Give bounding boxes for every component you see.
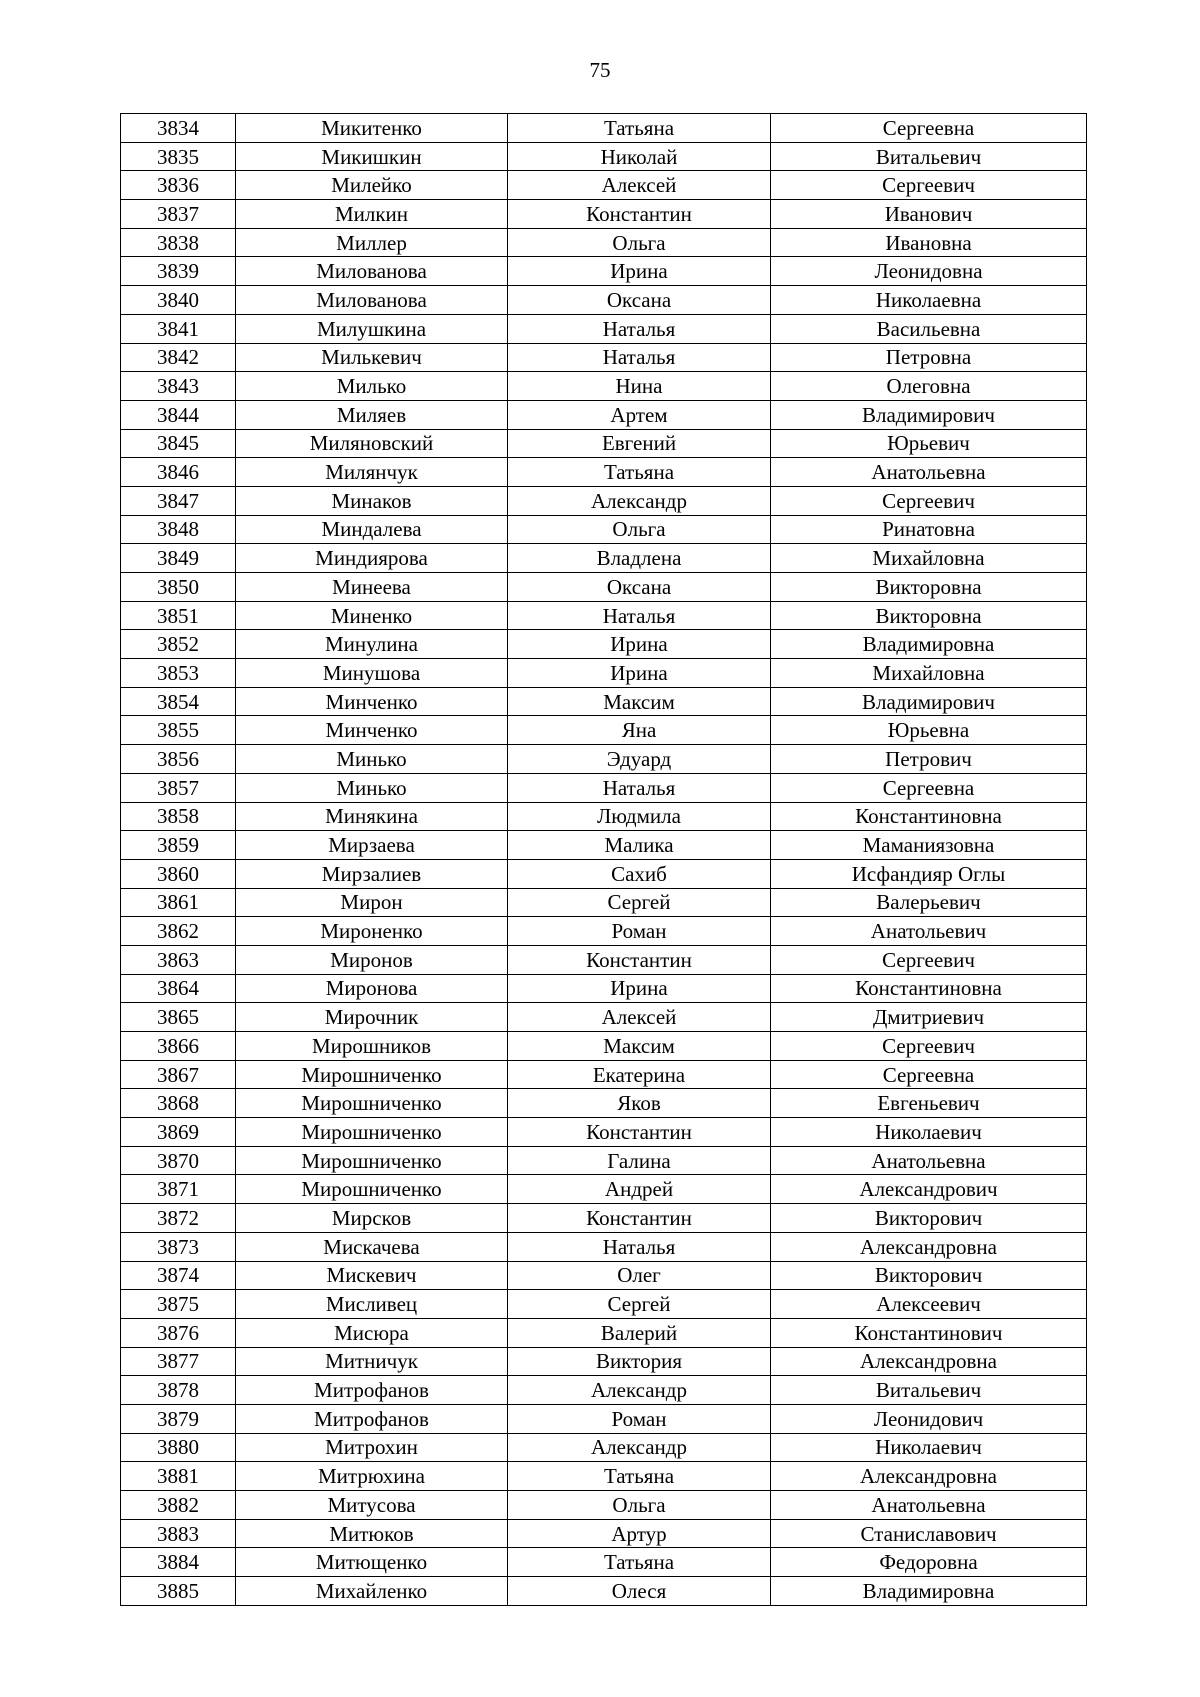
first-name-cell: Евгений	[508, 429, 771, 458]
first-name-cell: Ольга	[508, 1491, 771, 1520]
last-name-cell: Милянчук	[236, 458, 508, 487]
patronymic-cell: Олеговна	[771, 372, 1087, 401]
first-name-cell: Ольга	[508, 228, 771, 257]
record-number-cell: 3873	[121, 1232, 236, 1261]
first-name-cell: Татьяна	[508, 114, 771, 143]
first-name-cell: Оксана	[508, 573, 771, 602]
first-name-cell: Ирина	[508, 630, 771, 659]
first-name-cell: Оксана	[508, 286, 771, 315]
first-name-cell: Сергей	[508, 1290, 771, 1319]
table-row	[121, 601, 1087, 630]
table-row	[121, 659, 1087, 688]
record-number-cell: 3877	[121, 1347, 236, 1376]
table-row	[121, 859, 1087, 888]
first-name-cell: Сергей	[508, 888, 771, 917]
last-name-cell: Миненко	[236, 601, 508, 630]
record-number-cell: 3850	[121, 573, 236, 602]
record-number-cell: 3836	[121, 171, 236, 200]
record-number-cell: 3837	[121, 200, 236, 229]
patronymic-cell: Сергеевич	[771, 171, 1087, 200]
last-name-cell: Милько	[236, 372, 508, 401]
record-number-cell: 3879	[121, 1404, 236, 1433]
last-name-cell: Миллер	[236, 228, 508, 257]
record-number-cell: 3860	[121, 859, 236, 888]
first-name-cell: Алексей	[508, 1003, 771, 1032]
first-name-cell: Ирина	[508, 659, 771, 688]
patronymic-cell: Дмитриевич	[771, 1003, 1087, 1032]
record-number-cell: 3846	[121, 458, 236, 487]
patronymic-cell: Владимировна	[771, 1577, 1087, 1606]
patronymic-cell: Станиславович	[771, 1519, 1087, 1548]
last-name-cell: Митрюхина	[236, 1462, 508, 1491]
table-row	[121, 1433, 1087, 1462]
last-name-cell: Миндиярова	[236, 544, 508, 573]
patronymic-cell: Исфандияр Оглы	[771, 859, 1087, 888]
record-number-cell: 3858	[121, 802, 236, 831]
last-name-cell: Мисливец	[236, 1290, 508, 1319]
patronymic-cell: Владимирович	[771, 687, 1087, 716]
table-row	[121, 114, 1087, 143]
last-name-cell: Миронов	[236, 945, 508, 974]
record-number-cell: 3856	[121, 745, 236, 774]
last-name-cell: Минченко	[236, 716, 508, 745]
record-number-cell: 3880	[121, 1433, 236, 1462]
patronymic-cell: Васильевна	[771, 314, 1087, 343]
last-name-cell: Миляев	[236, 400, 508, 429]
table-row	[121, 1318, 1087, 1347]
first-name-cell: Малика	[508, 831, 771, 860]
first-name-cell: Наталья	[508, 773, 771, 802]
table-row	[121, 1491, 1087, 1520]
record-number-cell: 3844	[121, 400, 236, 429]
table-row	[121, 945, 1087, 974]
last-name-cell: Митрохин	[236, 1433, 508, 1462]
table-row	[121, 1204, 1087, 1233]
last-name-cell: Митрофанов	[236, 1404, 508, 1433]
table-row	[121, 343, 1087, 372]
first-name-cell: Сахиб	[508, 859, 771, 888]
last-name-cell: Мирсков	[236, 1204, 508, 1233]
first-name-cell: Роман	[508, 917, 771, 946]
first-name-cell: Максим	[508, 687, 771, 716]
table-row	[121, 716, 1087, 745]
record-number-cell: 3840	[121, 286, 236, 315]
patronymic-cell: Викторовна	[771, 573, 1087, 602]
patronymic-cell: Сергеевна	[771, 1060, 1087, 1089]
table-row	[121, 200, 1087, 229]
record-number-cell: 3882	[121, 1491, 236, 1520]
patronymic-cell: Александровна	[771, 1462, 1087, 1491]
first-name-cell: Николай	[508, 142, 771, 171]
table-row	[121, 1261, 1087, 1290]
first-name-cell: Роман	[508, 1404, 771, 1433]
last-name-cell: Мирошниченко	[236, 1118, 508, 1147]
patronymic-cell: Юрьевич	[771, 429, 1087, 458]
table-row	[121, 888, 1087, 917]
table-row	[121, 286, 1087, 315]
patronymic-cell: Федоровна	[771, 1548, 1087, 1577]
patronymic-cell: Алексеевич	[771, 1290, 1087, 1319]
last-name-cell: Митусова	[236, 1491, 508, 1520]
first-name-cell: Константин	[508, 1118, 771, 1147]
record-number-cell: 3870	[121, 1146, 236, 1175]
first-name-cell: Нина	[508, 372, 771, 401]
record-number-cell: 3854	[121, 687, 236, 716]
first-name-cell: Александр	[508, 1433, 771, 1462]
table-row	[121, 544, 1087, 573]
record-number-cell: 3847	[121, 486, 236, 515]
record-number-cell: 3862	[121, 917, 236, 946]
first-name-cell: Наталья	[508, 601, 771, 630]
last-name-cell: Мирошниченко	[236, 1175, 508, 1204]
first-name-cell: Александр	[508, 1376, 771, 1405]
record-number-cell: 3835	[121, 142, 236, 171]
patronymic-cell: Владимировна	[771, 630, 1087, 659]
record-number-cell: 3865	[121, 1003, 236, 1032]
last-name-cell: Минько	[236, 745, 508, 774]
first-name-cell: Максим	[508, 1032, 771, 1061]
last-name-cell: Митрофанов	[236, 1376, 508, 1405]
first-name-cell: Татьяна	[508, 1548, 771, 1577]
first-name-cell: Владлена	[508, 544, 771, 573]
last-name-cell: Милованова	[236, 286, 508, 315]
first-name-cell: Константин	[508, 200, 771, 229]
first-name-cell: Константин	[508, 945, 771, 974]
last-name-cell: Михайленко	[236, 1577, 508, 1606]
patronymic-cell: Витальевич	[771, 142, 1087, 171]
first-name-cell: Валерий	[508, 1318, 771, 1347]
first-name-cell: Ольга	[508, 515, 771, 544]
table-row	[121, 1519, 1087, 1548]
patronymic-cell: Сергеевна	[771, 773, 1087, 802]
table-row	[121, 486, 1087, 515]
first-name-cell: Виктория	[508, 1347, 771, 1376]
table-row	[121, 974, 1087, 1003]
record-number-cell: 3851	[121, 601, 236, 630]
table-row	[121, 429, 1087, 458]
patronymic-cell: Сергеевич	[771, 1032, 1087, 1061]
first-name-cell: Наталья	[508, 314, 771, 343]
last-name-cell: Микишкин	[236, 142, 508, 171]
patronymic-cell: Николаевич	[771, 1118, 1087, 1147]
last-name-cell: Милейко	[236, 171, 508, 200]
record-number-cell: 3878	[121, 1376, 236, 1405]
table-row	[121, 228, 1087, 257]
patronymic-cell: Михайловна	[771, 659, 1087, 688]
registry-table	[120, 113, 1087, 1606]
record-number-cell: 3884	[121, 1548, 236, 1577]
record-number-cell: 3861	[121, 888, 236, 917]
table-row	[121, 745, 1087, 774]
table-row	[121, 1404, 1087, 1433]
last-name-cell: Мискачева	[236, 1232, 508, 1261]
last-name-cell: Мирон	[236, 888, 508, 917]
table-row	[121, 773, 1087, 802]
patronymic-cell: Владимирович	[771, 400, 1087, 429]
record-number-cell: 3859	[121, 831, 236, 860]
first-name-cell: Олеся	[508, 1577, 771, 1606]
table-row	[121, 917, 1087, 946]
record-number-cell: 3863	[121, 945, 236, 974]
patronymic-cell: Константиновна	[771, 974, 1087, 1003]
patronymic-cell: Витальевич	[771, 1376, 1087, 1405]
patronymic-cell: Юрьевна	[771, 716, 1087, 745]
record-number-cell: 3857	[121, 773, 236, 802]
first-name-cell: Ирина	[508, 257, 771, 286]
last-name-cell: Мирошников	[236, 1032, 508, 1061]
last-name-cell: Мискевич	[236, 1261, 508, 1290]
patronymic-cell: Константинович	[771, 1318, 1087, 1347]
table-row	[121, 1089, 1087, 1118]
first-name-cell: Алексей	[508, 171, 771, 200]
record-number-cell: 3876	[121, 1318, 236, 1347]
last-name-cell: Милованова	[236, 257, 508, 286]
first-name-cell: Екатерина	[508, 1060, 771, 1089]
patronymic-cell: Маманиязовна	[771, 831, 1087, 860]
first-name-cell: Артур	[508, 1519, 771, 1548]
first-name-cell: Галина	[508, 1146, 771, 1175]
last-name-cell: Минаков	[236, 486, 508, 515]
first-name-cell: Людмила	[508, 802, 771, 831]
first-name-cell: Артем	[508, 400, 771, 429]
last-name-cell: Митюков	[236, 1519, 508, 1548]
table-row	[121, 314, 1087, 343]
table-row	[121, 1376, 1087, 1405]
record-number-cell: 3855	[121, 716, 236, 745]
record-number-cell: 3852	[121, 630, 236, 659]
last-name-cell: Митющенко	[236, 1548, 508, 1577]
patronymic-cell: Николаевна	[771, 286, 1087, 315]
table-row	[121, 1290, 1087, 1319]
patronymic-cell: Викторович	[771, 1261, 1087, 1290]
last-name-cell: Миронова	[236, 974, 508, 1003]
patronymic-cell: Николаевич	[771, 1433, 1087, 1462]
record-number-cell: 3868	[121, 1089, 236, 1118]
patronymic-cell: Леонидович	[771, 1404, 1087, 1433]
record-number-cell: 3874	[121, 1261, 236, 1290]
last-name-cell: Миндалева	[236, 515, 508, 544]
patronymic-cell: Анатольевна	[771, 1491, 1087, 1520]
table-row	[121, 630, 1087, 659]
table-row	[121, 1060, 1087, 1089]
patronymic-cell: Александровна	[771, 1232, 1087, 1261]
table-row	[121, 400, 1087, 429]
table-row	[121, 257, 1087, 286]
record-number-cell: 3871	[121, 1175, 236, 1204]
table-row	[121, 142, 1087, 171]
first-name-cell: Яна	[508, 716, 771, 745]
patronymic-cell: Ивановна	[771, 228, 1087, 257]
table-row	[121, 573, 1087, 602]
page-number: 75	[589, 58, 611, 82]
table-row	[121, 515, 1087, 544]
patronymic-cell: Михайловна	[771, 544, 1087, 573]
patronymic-cell: Анатольевна	[771, 458, 1087, 487]
patronymic-cell: Александрович	[771, 1175, 1087, 1204]
record-number-cell: 3843	[121, 372, 236, 401]
record-number-cell: 3885	[121, 1577, 236, 1606]
patronymic-cell: Валерьевич	[771, 888, 1087, 917]
first-name-cell: Ирина	[508, 974, 771, 1003]
patronymic-cell: Анатольевна	[771, 1146, 1087, 1175]
record-number-cell: 3864	[121, 974, 236, 1003]
table-row	[121, 1462, 1087, 1491]
first-name-cell: Наталья	[508, 1232, 771, 1261]
record-number-cell: 3834	[121, 114, 236, 143]
last-name-cell: Милушкина	[236, 314, 508, 343]
table-row	[121, 372, 1087, 401]
table-row	[121, 1548, 1087, 1577]
first-name-cell: Олег	[508, 1261, 771, 1290]
table-row	[121, 831, 1087, 860]
record-number-cell: 3869	[121, 1118, 236, 1147]
patronymic-cell: Петровна	[771, 343, 1087, 372]
table-row	[121, 1232, 1087, 1261]
table-row	[121, 1175, 1087, 1204]
table-row	[121, 171, 1087, 200]
patronymic-cell: Петрович	[771, 745, 1087, 774]
first-name-cell: Эдуард	[508, 745, 771, 774]
patronymic-cell: Сергеевна	[771, 114, 1087, 143]
last-name-cell: Мирошниченко	[236, 1060, 508, 1089]
patronymic-cell: Александровна	[771, 1347, 1087, 1376]
table-row	[121, 1118, 1087, 1147]
last-name-cell: Мирочник	[236, 1003, 508, 1032]
record-number-cell: 3883	[121, 1519, 236, 1548]
patronymic-cell: Сергеевич	[771, 486, 1087, 515]
patronymic-cell: Викторовна	[771, 601, 1087, 630]
patronymic-cell: Сергеевич	[771, 945, 1087, 974]
registry-table-body	[121, 114, 1087, 1606]
table-row	[121, 1003, 1087, 1032]
last-name-cell: Мирошниченко	[236, 1089, 508, 1118]
first-name-cell: Андрей	[508, 1175, 771, 1204]
last-name-cell: Милкин	[236, 200, 508, 229]
last-name-cell: Минулина	[236, 630, 508, 659]
record-number-cell: 3872	[121, 1204, 236, 1233]
first-name-cell: Татьяна	[508, 458, 771, 487]
last-name-cell: Мирзаева	[236, 831, 508, 860]
record-number-cell: 3842	[121, 343, 236, 372]
patronymic-cell: Евгеньевич	[771, 1089, 1087, 1118]
record-number-cell: 3867	[121, 1060, 236, 1089]
last-name-cell: Митничук	[236, 1347, 508, 1376]
last-name-cell: Минушова	[236, 659, 508, 688]
table-row	[121, 1146, 1087, 1175]
record-number-cell: 3853	[121, 659, 236, 688]
table-row	[121, 802, 1087, 831]
last-name-cell: Мирзалиев	[236, 859, 508, 888]
table-row	[121, 687, 1087, 716]
record-number-cell: 3849	[121, 544, 236, 573]
last-name-cell: Минченко	[236, 687, 508, 716]
last-name-cell: Мироненко	[236, 917, 508, 946]
patronymic-cell: Иванович	[771, 200, 1087, 229]
patronymic-cell: Ринатовна	[771, 515, 1087, 544]
record-number-cell: 3841	[121, 314, 236, 343]
last-name-cell: Милькевич	[236, 343, 508, 372]
table-row	[121, 1577, 1087, 1606]
last-name-cell: Минько	[236, 773, 508, 802]
patronymic-cell: Леонидовна	[771, 257, 1087, 286]
record-number-cell: 3866	[121, 1032, 236, 1061]
first-name-cell: Александр	[508, 486, 771, 515]
record-number-cell: 3848	[121, 515, 236, 544]
record-number-cell: 3838	[121, 228, 236, 257]
last-name-cell: Микитенко	[236, 114, 508, 143]
last-name-cell: Миляновский	[236, 429, 508, 458]
record-number-cell: 3839	[121, 257, 236, 286]
record-number-cell: 3875	[121, 1290, 236, 1319]
last-name-cell: Мисюра	[236, 1318, 508, 1347]
table-row	[121, 458, 1087, 487]
table-row	[121, 1032, 1087, 1061]
patronymic-cell: Константиновна	[771, 802, 1087, 831]
patronymic-cell: Викторович	[771, 1204, 1087, 1233]
first-name-cell: Яков	[508, 1089, 771, 1118]
first-name-cell: Татьяна	[508, 1462, 771, 1491]
last-name-cell: Минякина	[236, 802, 508, 831]
last-name-cell: Мирошниченко	[236, 1146, 508, 1175]
record-number-cell: 3881	[121, 1462, 236, 1491]
last-name-cell: Минеева	[236, 573, 508, 602]
first-name-cell: Константин	[508, 1204, 771, 1233]
table-row	[121, 1347, 1087, 1376]
record-number-cell: 3845	[121, 429, 236, 458]
first-name-cell: Наталья	[508, 343, 771, 372]
patronymic-cell: Анатольевич	[771, 917, 1087, 946]
